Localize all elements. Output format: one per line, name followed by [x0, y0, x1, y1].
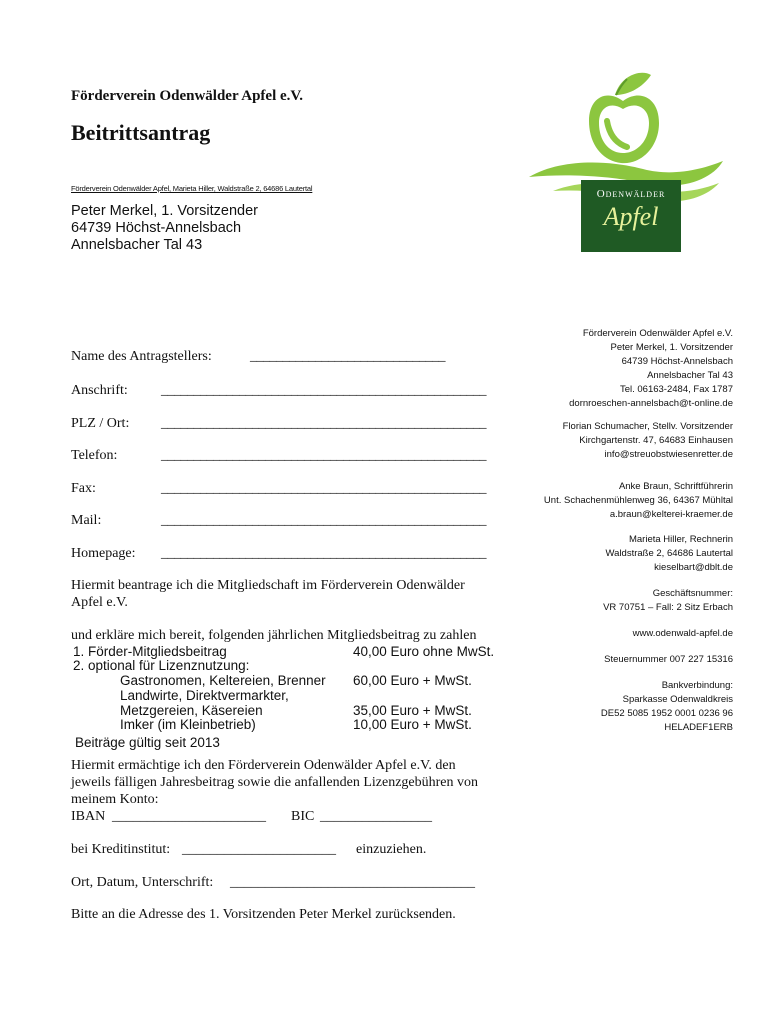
fax-field[interactable]: __________________________________________________ [161, 481, 486, 496]
field-label-phone: Telefon: [71, 448, 118, 463]
contact-line: Förderverein Odenwälder Apfel e.V. [582, 328, 733, 339]
contact-sidebar [520, 327, 733, 744]
website-link: www.odenwald-apfel.de [632, 628, 733, 639]
contact-line: HELADEF1ERB [664, 722, 733, 733]
contact-line: Geschäftsnummer: [652, 588, 733, 599]
contact-line: Florian Schumacher, Stellv. Vorsitzender [562, 421, 733, 432]
mail-field[interactable]: __________________________________________________ [161, 513, 486, 528]
field-label-name: Name des Antragstellers: [71, 349, 212, 364]
fee-amount: 10,00 Euro + MwSt. [353, 717, 472, 732]
contact-line: Anke Braun, Schriftführerin [618, 481, 733, 492]
recipient-line: Annelsbacher Tal 43 [71, 237, 203, 253]
contact-email: kieselbart@dblt.de [654, 562, 733, 573]
contact-email: info@streuobstwiesenretter.de [604, 449, 733, 460]
contact-block-vice-chair [520, 420, 733, 462]
contact-line: Marieta Hiller, Rechnerin [628, 534, 733, 545]
recipient-line: 64739 Höchst-Annelsbach [71, 220, 242, 236]
fee-label: Gastronomen, Keltereien, Brenner [120, 673, 326, 688]
membership-text: Apfel e.V. [71, 595, 128, 610]
contact-line: Waldstraße 2, 64686 Lautertal [605, 548, 733, 559]
contact-line: 64739 Höchst-Annelsbach [621, 356, 733, 367]
fee-label: 2. optional für Lizenznutzung: [73, 658, 250, 673]
fee-label: Landwirte, Direktvermarkter, [120, 688, 289, 703]
website-block [520, 627, 733, 641]
recipient-address [71, 203, 258, 254]
logo-badge [581, 180, 681, 252]
page-title: Beitrittsantrag [71, 120, 211, 145]
fees-intro: und erkläre mich bereit, folgenden jährlichen Mitgliedsbeitrag zu zahlen [71, 628, 477, 643]
name-field[interactable]: ______________________________ [250, 349, 445, 364]
mandate-text: meinem Konto: [71, 792, 159, 807]
fees-validity-note: Beiträge gültig seit 2013 [75, 735, 220, 750]
contact-line: Steuernummer 007 227 15316 [604, 654, 733, 665]
tax-block [520, 653, 733, 667]
contact-block-treasurer [520, 533, 733, 575]
field-label-mail: Mail: [71, 513, 102, 528]
mandate-text: Hiermit ermächtige ich den Förderverein Odenwälder Apfel e.V. den [71, 758, 456, 773]
org-header: Förderverein Odenwälder Apfel e.V. [71, 88, 304, 104]
fee-amount: 60,00 Euro + MwSt. [353, 673, 472, 688]
field-label-fax: Fax: [71, 481, 96, 496]
field-label-homepage: Homepage: [71, 546, 136, 561]
contact-line: Tel. 06163-2484, Fax 1787 [619, 384, 733, 395]
contact-line: Bankverbindung: [661, 680, 733, 691]
contact-email: a.braun@kelterei-kraemer.de [609, 509, 733, 520]
sender-address-line: Förderverein Odenwälder Apfel, Marieta Hiller, Waldstraße 2, 64686 Lautertal [71, 184, 313, 193]
registration-block [520, 587, 733, 615]
contact-line: Kirchgartenstr. 47, 64683 Einhausen [579, 435, 733, 446]
contact-line: Peter Merkel, 1. Vorsitzender [610, 342, 733, 353]
fee-label: 1. Förder-Mitgliedsbeitrag [73, 644, 227, 659]
contact-block-secretary [520, 480, 733, 522]
zip-city-field[interactable]: __________________________________________________ [161, 416, 486, 431]
contact-line: VR 70751 – Fall: 2 Sitz Erbach [603, 602, 733, 613]
field-label-zip-city: PLZ / Ort: [71, 416, 130, 431]
contact-line: Annelsbacher Tal 43 [647, 370, 733, 381]
field-label-address: Anschrift: [71, 383, 128, 398]
phone-field[interactable]: __________________________________________________ [161, 448, 486, 463]
bank-suffix: einzuziehen. [356, 842, 427, 857]
bic-field[interactable]: ________________ [320, 809, 432, 824]
contact-line: Unt. Schachenmühlenweg 36, 64367 Mühltal [543, 495, 733, 506]
contact-line: Sparkasse Odenwaldkreis [622, 694, 733, 705]
mandate-text: jeweils fälligen Jahresbeitrag sowie die anfallenden Lizenzgebühren von [71, 775, 479, 790]
fee-label: Imker (im Kleinbetrieb) [120, 717, 256, 732]
fee-amount: 40,00 Euro ohne MwSt. [353, 644, 495, 659]
bank-label: bei Kreditinstitut: [71, 842, 171, 857]
recipient-line: Peter Merkel, 1. Vorsitzender [71, 203, 258, 219]
signature-field[interactable]: ___________________________________ [230, 875, 475, 890]
bank-field[interactable]: ______________________ [182, 842, 336, 857]
homepage-field[interactable]: __________________________________________________ [161, 546, 486, 561]
contact-email: dornroeschen-annelsbach@t-online.de [569, 398, 733, 409]
logo-text: Odenwälder [596, 188, 666, 200]
return-note: Bitte an die Adresse des 1. Vorsitzenden Peter Merkel zurücksenden. [71, 907, 456, 922]
iban-field[interactable]: ______________________ [112, 809, 266, 824]
contact-line: DE52 5085 1952 0001 0236 96 [600, 708, 733, 719]
fee-amount: 35,00 Euro + MwSt. [353, 703, 472, 718]
address-field[interactable]: __________________________________________________ [161, 383, 486, 398]
iban-label: IBAN [71, 809, 106, 824]
logo-text: Apfel [603, 202, 659, 231]
membership-text: Hiermit beantrage ich die Mitgliedschaft im Förderverein Odenwälder [71, 578, 465, 593]
logo [523, 65, 728, 260]
bank-block [520, 679, 733, 735]
contact-block-chair [520, 327, 733, 411]
signature-label: Ort, Datum, Unterschrift: [71, 875, 214, 890]
bic-label: BIC [291, 809, 315, 824]
fee-label: Metzgereien, Käsereien [120, 703, 263, 718]
